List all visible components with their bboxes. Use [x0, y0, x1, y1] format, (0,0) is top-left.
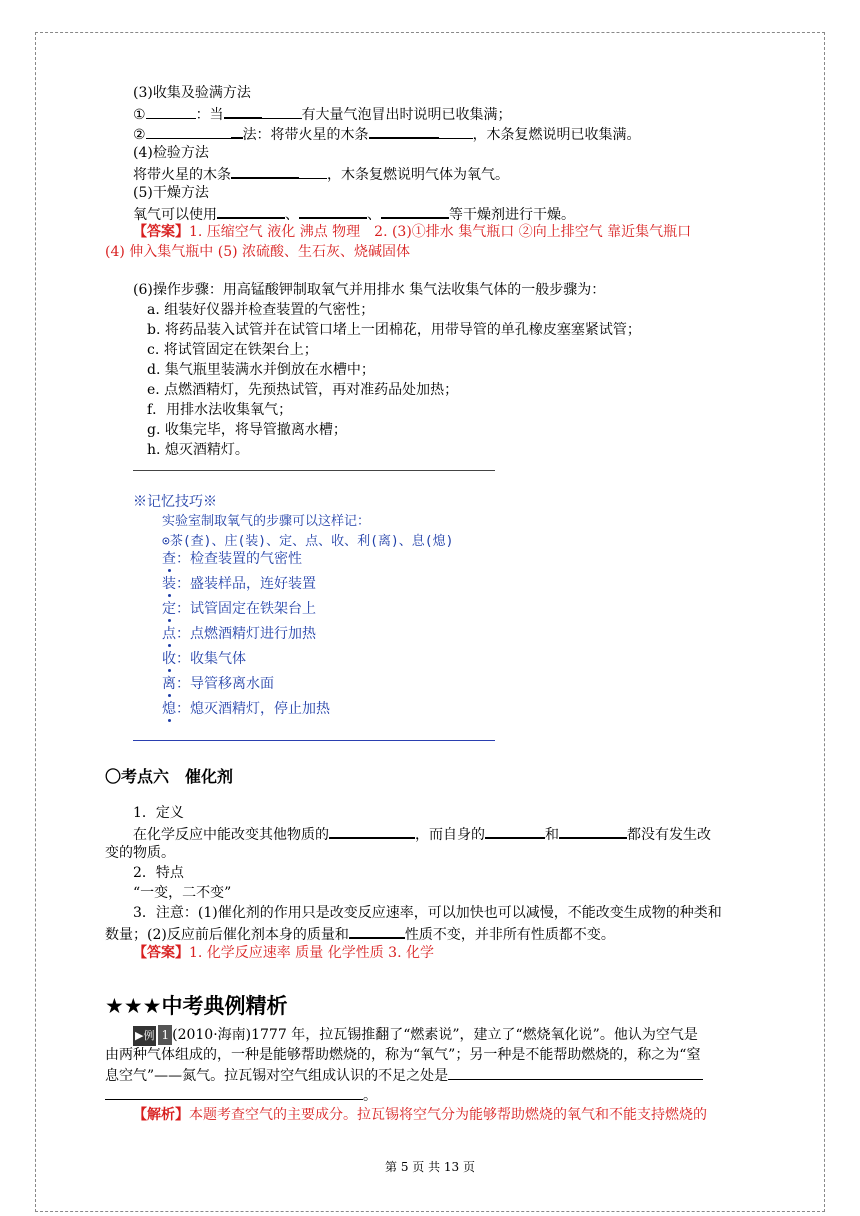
memo-item — [162, 574, 316, 594]
sec3-heading: (3)收集及验满方法 — [133, 85, 251, 101]
example-number: 1 — [158, 1025, 172, 1045]
section-title-catalyst: 〇考点六 催化剂 — [105, 767, 234, 786]
sec5-heading: (5)干燥方法 — [133, 185, 209, 201]
memo-mnemonic: ⊙茶(查)、庄(装)、定、点、收、利(离)、息(熄) — [162, 534, 454, 549]
memo-desc: ：检查装置的气密性 — [176, 551, 302, 567]
memo-key: 点 — [162, 626, 176, 642]
kd6-def-line1: 在化学反应中能改变其他物质的 ，而自身的 和 都没有发生改 — [133, 823, 711, 845]
memo-key: 定 — [162, 601, 176, 617]
memo-desc: ：点燃酒精灯进行加热 — [176, 626, 316, 642]
kd6-note-line1: 3．注意：(1)催化剂的作用只是改变反应速率，可以加快也可以减慢，不能改变生成物的种类和 — [133, 905, 722, 921]
memo-item — [162, 549, 302, 569]
memo-item — [162, 624, 316, 644]
step-item: h. 熄灭酒精灯。 — [147, 442, 249, 458]
memo-desc: ：熄灭酒精灯，停止加热 — [176, 701, 330, 717]
memo-key: 离 — [162, 676, 176, 692]
kd6-def-head: 1．定义 — [133, 805, 184, 821]
answer-1-line1: 【答案】1. 压缩空气 液化 沸点 物理 2. (3)①排水 集气瓶口 ②向上排空气 靠近集气瓶口 — [133, 224, 692, 240]
step-item: e. 点燃酒精灯，先预热试管，再对准药品处加热； — [147, 382, 459, 398]
memo-desc: ：导管移离水面 — [176, 676, 274, 692]
sec3-line2: ② 法：将带火星的木条 ，木条复燃说明已收集满。 — [133, 123, 641, 145]
answer-1-line2: (4) 伸入集气瓶中 (5) 浓硫酸、生石灰、烧碱固体 — [105, 244, 411, 260]
example-1-line3: 息空气”——氮气。拉瓦锡对空气组成认识的不足之处是 — [105, 1065, 703, 1086]
example-1-line4: 。 — [105, 1085, 377, 1106]
kd6-def-line2: 变的物质。 — [105, 845, 175, 861]
memo-item — [162, 699, 330, 719]
example-1-line2: 由两种气体组成的，一种是能够帮助燃烧的，称为“氧气”；另一种是不能帮助燃烧的，称之为“窒 — [105, 1047, 701, 1063]
kd6-answer: 【答案】1. 化学反应速率 质量 化学性质 3. 化学 — [133, 945, 434, 961]
memo-key: 收 — [162, 651, 176, 667]
example-label: ▶例 — [133, 1026, 156, 1046]
memo-key: 装 — [162, 576, 176, 592]
example-1-analysis: 【解析】本题考查空气的主要成分。拉瓦锡将空气分为能够帮助燃烧的氧气和不能支持燃烧的 — [133, 1107, 707, 1123]
memo-desc: ：试管固定在铁架台上 — [176, 601, 316, 617]
step-item: a. 组装好仪器并检查装置的气密性； — [147, 302, 375, 318]
memo-desc: ：盛装样品，连好装置 — [176, 576, 316, 592]
sec6-heading: (6)操作步骤：用高锰酸钾制取氧气并用排水 集气法收集气体的一般步骤为： — [133, 282, 606, 298]
divider-bottom — [133, 740, 495, 741]
kd6-note-line2: 数量；(2)反应前后催化剂本身的质量和 性质不变，并非所有性质都不变。 — [105, 923, 615, 945]
step-item: g. 收集完毕，将导管撤离水槽； — [147, 422, 347, 438]
memo-desc: ：收集气体 — [176, 651, 246, 667]
memo-item — [162, 649, 246, 669]
section-title-examples: ★★★中考典例精析 — [105, 994, 288, 1018]
divider-top — [133, 470, 495, 471]
page-footer: 第 5 页 共 13 页 — [385, 1160, 475, 1174]
sec5-line1: 氧气可以使用 、 、 等干燥剂进行干燥。 — [133, 203, 575, 225]
step-item: b. 将药品装入试管并在试管口堵上一团棉花，用带导管的单孔橡皮塞塞紧试管； — [147, 322, 641, 338]
sec3-line1: ① ：当 有大量气泡冒出时说明已收集满； — [133, 103, 512, 125]
memo-key: 熄 — [162, 701, 176, 717]
sec4-line1: 将带火星的木条 ，木条复燃说明气体为氧气。 — [133, 163, 509, 185]
step-item: f．用排水法收集氧气； — [147, 402, 293, 418]
step-item: c. 将试管固定在铁架台上； — [147, 342, 318, 358]
memo-intro: 实验室制取氧气的步骤可以这样记： — [162, 514, 371, 529]
sec4-heading: (4)检验方法 — [133, 145, 209, 161]
example-1-line1: ▶例 1 (2010·海南)1777 年，拉瓦锡推翻了“燃素说”，建立了“燃烧氧化说”。他认为空气是 — [133, 1025, 698, 1046]
memo-title: ※记忆技巧※ — [133, 494, 217, 510]
step-item: d. 集气瓶里装满水并倒放在水槽中； — [147, 362, 375, 378]
kd6-feature-head: 2．特点 — [133, 865, 184, 881]
memo-item — [162, 674, 274, 694]
kd6-feature: “一变，二不变” — [133, 885, 232, 901]
memo-item — [162, 599, 316, 619]
memo-key: 查 — [162, 551, 176, 567]
